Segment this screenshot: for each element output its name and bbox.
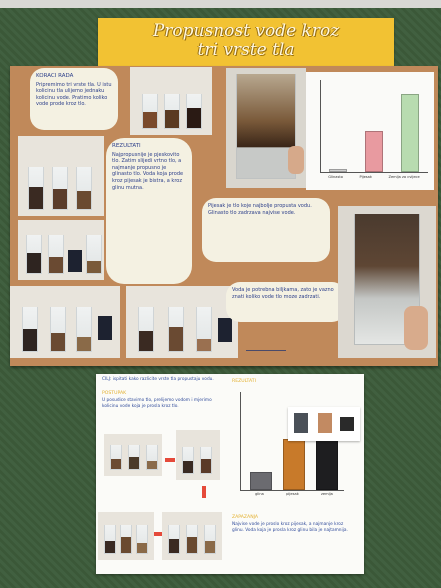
glass-with-funnel [236,74,296,179]
poster-graph-label-3: zemlja [321,492,333,496]
hand-right [404,306,428,350]
poster-graph-y-axis [240,392,241,490]
poster-photo-4 [162,512,222,560]
photo-three-jars [130,67,212,135]
photo-glasses-4 [126,286,238,358]
jar-1 [142,94,158,129]
jar-3 [186,94,202,129]
photo-funnel-glass [338,206,436,358]
graph-label-2: Pijesak [359,175,372,179]
arrow-right-1 [165,458,175,462]
graph-x-axis [320,172,428,173]
poster-intro-text: CILJ: ispitati kako razlicite vrste tla propustaju vodu. [102,377,214,382]
signature [246,350,286,351]
title-line-2: tri vrste tla [197,40,295,60]
note-procedure-heading: KORACI RADA [36,73,74,79]
bar-2 [365,131,383,172]
arrow-down [202,486,206,498]
graph-bars [320,80,428,172]
photo-glasses-3 [10,286,120,358]
note-importance-text: Voda je potrebna biljkama, zato je vazno znati koliko vode tlo moze zadrzati. [232,287,334,300]
poster-swatch-card [288,407,360,441]
graph-label-3: Zemlja za cvijece [388,175,420,179]
poster-graph-label-1: glina [255,492,264,496]
board-bar-graph [306,72,434,190]
poster-section-3: ZAPAZANJA [232,515,259,520]
note-results-text: Najpropusnije je pjeskovito tlo. Zatim slijedi vrtno tlo, a najmanje propusno je glinasto tlo. Voda koja prode kroz pijesak je bistra, a kroz glinu mutna. [112,151,184,191]
arrow-right-2 [154,532,162,536]
phone [68,250,82,272]
bar-1 [329,169,347,172]
title-text [98,22,394,60]
poster-photo-2 [176,430,220,480]
poster-section-1-text: U posudice stavimo tlo, prelijemo vodom i mjerimo kolicinu vode koja je prosla kroz tlo. [102,398,212,409]
top-edge-strip [0,0,441,8]
poster-intro [102,377,226,383]
note-importance [226,282,346,322]
poster-graph-label-2: pijesak [286,492,299,496]
poster-section-1: POSTUPAK [102,391,127,396]
photo-large-glass [226,68,306,188]
poster-section-3-text: Najvise vode je proslo kroz pijesak, a najmanje kroz glinu. Voda koja je prosla kroz glinu bila je najtamnija. [232,522,348,533]
poster-graph-labels [244,492,344,496]
bar-2 [283,439,305,490]
photo-glasses-1 [18,136,104,216]
jar-2 [164,94,180,129]
photo-glasses-2 [18,220,104,280]
poster-graph-x-axis [240,490,344,491]
graph-labels [320,175,428,179]
bar-1 [250,472,272,490]
note-conclusion [202,198,330,262]
note-procedure [30,68,118,130]
hand [288,146,304,174]
note-conclusion-text: Pijesak je tlo koje najbolje propusta vodu. Glinasto tlo zadrzava najvise vode. [208,203,312,216]
poster-section-2: REZULTATI [232,379,256,384]
note-results [106,138,192,284]
graph-label-1: Glinasto [328,175,343,179]
poster-photo-1 [104,434,162,476]
title-line-1: Propusnost vode kroz [152,21,340,41]
note-procedure-text: Pripremimo tri vrste tla. U istu kolicinu tla ulijemo jednaku kolicinu vode. Pratimo koliko vode prode kroz tlo. [36,81,112,108]
note-results-heading: REZULTATI [112,143,141,149]
poster-photo-3 [98,512,154,560]
bar-3 [401,94,419,172]
